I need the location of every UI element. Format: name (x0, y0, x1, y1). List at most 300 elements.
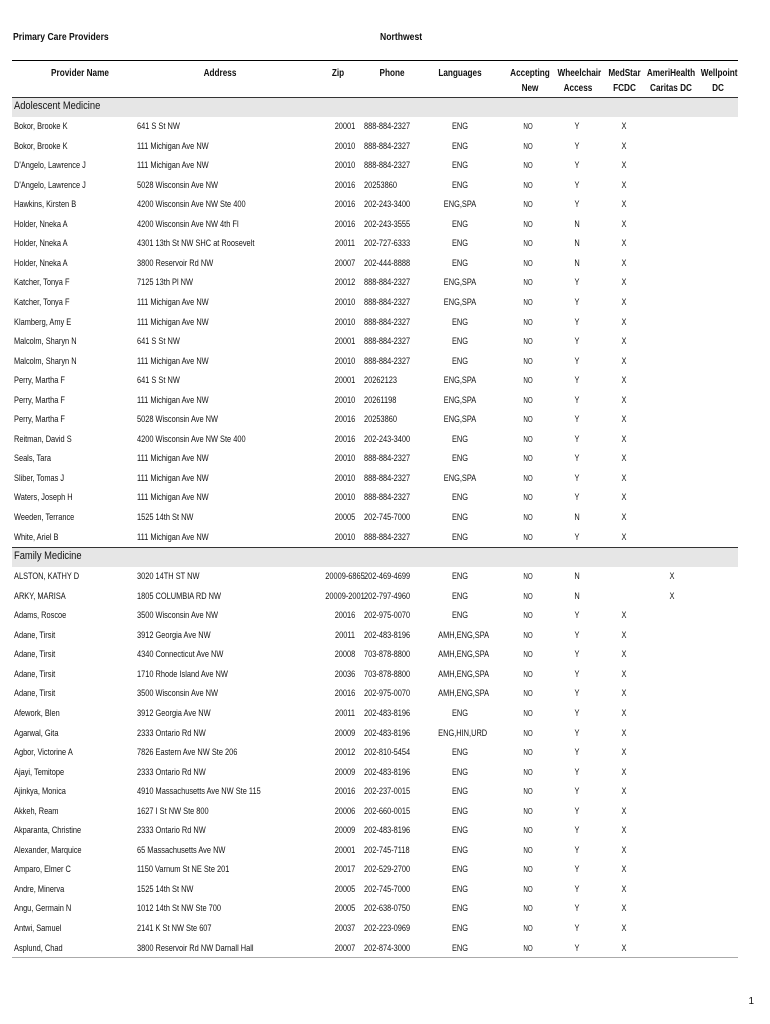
cell-wheelchair: Y (574, 492, 580, 504)
table-row (12, 802, 738, 822)
cell-wheelchair: Y (574, 649, 580, 661)
cell-phone: 20253860 (364, 179, 397, 191)
cell-wheelchair: Y (574, 277, 580, 289)
cell-name: ALSTON, KATHY D (14, 571, 80, 583)
cell-medstar: X (621, 453, 627, 465)
cell-zip: 20016 (334, 610, 356, 622)
cell-address: 111 Michigan Ave NW (137, 140, 209, 152)
cell-phone: 202-660-0015 (364, 805, 411, 817)
table-row (12, 195, 738, 215)
cell-address: 111 Michigan Ave NW (137, 453, 209, 465)
cell-lang: ENG (451, 433, 469, 445)
table-row (12, 156, 738, 176)
cell-lang: ENG (451, 864, 469, 876)
cell-phone: 202-483-8196 (364, 629, 411, 641)
cell-medstar: X (621, 786, 627, 798)
table-row (12, 293, 738, 313)
cell-wheelchair: Y (574, 355, 580, 367)
cell-medstar: X (621, 766, 627, 778)
cell-address: 1805 COLUMBIA RD NW (137, 590, 222, 602)
cell-accepting: NO (523, 278, 533, 288)
cell-address: 3800 Reservoir Rd NW Darnall Hall (137, 942, 254, 954)
cell-zip: 20016 (334, 414, 356, 426)
cell-accepting: NO (523, 513, 533, 522)
cell-medstar: X (621, 433, 627, 445)
cell-phone: 888-884-2327 (364, 296, 411, 308)
table-row (12, 371, 738, 391)
col-wheelchair: Wheelchair Access (557, 68, 602, 94)
col-wellpoint: Wellpoint DC (700, 68, 738, 94)
cell-wheelchair: N (574, 238, 580, 250)
cell-address: 111 Michigan Ave NW (137, 472, 209, 484)
cell-wheelchair: Y (574, 375, 580, 387)
cell-zip: 20010 (334, 453, 356, 465)
cell-phone: 888-884-2327 (364, 160, 411, 172)
cell-address: 1525 14th St NW (137, 512, 194, 523)
cell-phone: 202-483-8196 (364, 727, 411, 739)
cell-lang: ENG,HIN,URD (438, 727, 488, 739)
cell-phone: 888-884-2327 (364, 492, 411, 504)
cell-accepting: NO (523, 434, 533, 444)
cell-lang: ENG (451, 121, 469, 132)
cell-name: Holder, Nneka A (14, 218, 68, 230)
cell-medstar: X (621, 688, 627, 700)
cell-accepting: NO (523, 728, 533, 738)
cell-accepting: NO (523, 297, 533, 307)
cell-phone: 202-810-5454 (364, 747, 411, 759)
cell-wheelchair: Y (574, 707, 580, 719)
cell-wheelchair: Y (574, 296, 580, 308)
cell-name: Perry, Martha F (14, 394, 65, 406)
cell-phone: 202-243-3555 (364, 218, 411, 230)
table-row (12, 763, 738, 783)
cell-phone: 202-975-0070 (364, 610, 411, 622)
section-header (12, 547, 738, 567)
table-row (12, 899, 738, 919)
cell-medstar: X (621, 531, 627, 543)
cell-phone: 20261198 (364, 394, 397, 406)
cell-medstar: X (621, 121, 627, 132)
cell-lang: ENG (451, 766, 469, 778)
cell-lang: ENG (451, 844, 469, 856)
cell-medstar: X (621, 903, 627, 915)
cell-zip: 20009 (334, 825, 356, 837)
cell-zip: 20012 (334, 277, 356, 289)
cell-zip: 20011 (334, 629, 356, 641)
cell-zip: 20006 (334, 805, 356, 817)
table-row (12, 469, 738, 489)
table-row (12, 724, 738, 744)
cell-medstar: X (621, 864, 627, 876)
cell-lang: ENG,SPA (443, 375, 477, 387)
cell-phone: 202-483-8196 (364, 707, 411, 719)
cell-address: 4910 Massachusetts Ave NW Ste 115 (137, 786, 261, 798)
cell-lang: ENG,SPA (443, 394, 477, 406)
cell-phone: 202-529-2700 (364, 864, 411, 876)
cell-name: Katcher, Tonya F (14, 277, 70, 289)
cell-name: Adane, Tirsit (14, 668, 56, 680)
cell-phone: 202-727-6333 (364, 238, 411, 250)
cell-medstar: X (621, 883, 627, 895)
cell-wheelchair: Y (574, 472, 580, 484)
cell-zip: 20010 (334, 160, 356, 172)
cell-name: Adane, Tirsit (14, 688, 56, 700)
cell-wheelchair: Y (574, 766, 580, 778)
cell-phone: 20262123 (364, 375, 397, 387)
cell-address: 3800 Reservoir Rd NW (137, 257, 214, 269)
cell-lang: ENG (451, 492, 469, 504)
cell-lang: ENG (451, 786, 469, 798)
cell-medstar: X (621, 923, 627, 934)
cell-name: Holder, Nneka A (14, 238, 68, 250)
cell-medstar: X (621, 218, 627, 230)
cell-amerihealth: X (669, 590, 675, 602)
cell-phone: 202-223-0969 (364, 923, 411, 934)
cell-lang: ENG,SPA (443, 472, 477, 484)
cell-lang: ENG (451, 160, 469, 172)
table-row (12, 528, 738, 548)
cell-medstar: X (621, 727, 627, 739)
cell-wheelchair: Y (574, 864, 580, 876)
cell-address: 3500 Wisconsin Ave NW (137, 688, 218, 700)
cell-accepting: NO (523, 669, 533, 679)
cell-zip: 20005 (334, 903, 356, 915)
cell-name: Katcher, Tonya F (14, 296, 70, 308)
cell-zip: 20001 (334, 375, 356, 387)
cell-wheelchair: Y (574, 825, 580, 837)
cell-lang: ENG (451, 531, 469, 543)
cell-accepting: NO (523, 141, 533, 151)
cell-address: 1710 Rhode Island Ave NW (137, 668, 228, 680)
cell-wheelchair: Y (574, 336, 580, 348)
cell-phone: 202-638-0750 (364, 903, 411, 915)
cell-zip: 20016 (334, 179, 356, 191)
cell-address: 3912 Georgia Ave NW (137, 629, 211, 641)
table-row (12, 313, 738, 333)
col-languages: Languages (438, 68, 482, 79)
cell-accepting: NO (523, 630, 533, 640)
cell-wheelchair: Y (574, 453, 580, 465)
cell-medstar: X (621, 160, 627, 172)
table-row (12, 587, 738, 607)
cell-address: 4301 13th St NW SHC at Roosevelt (137, 238, 255, 250)
cell-medstar: X (621, 805, 627, 817)
cell-lang: ENG (451, 140, 469, 152)
cell-lang: ENG (451, 179, 469, 191)
cell-lang: ENG (451, 610, 469, 622)
cell-name: Perry, Martha F (14, 414, 65, 426)
cell-address: 111 Michigan Ave NW (137, 296, 209, 308)
cell-wheelchair: Y (574, 883, 580, 895)
cell-address: 641 S St NW (137, 336, 180, 348)
cell-address: 4200 Wisconsin Ave NW Ste 400 (137, 433, 246, 445)
cell-address: 1627 I St NW Ste 800 (137, 805, 209, 817)
cell-address: 111 Michigan Ave NW (137, 316, 209, 328)
table-row (12, 234, 738, 254)
cell-wheelchair: Y (574, 942, 580, 954)
cell-phone: 202-243-3400 (364, 433, 411, 445)
cell-name: Angu, Germain N (14, 903, 72, 915)
table-row (12, 117, 738, 137)
cell-lang: ENG (451, 257, 469, 269)
cell-phone: 888-884-2327 (364, 316, 411, 328)
cell-address: 3500 Wisconsin Ave NW (137, 610, 218, 622)
cell-name: Sliber, Tomas J (14, 472, 65, 484)
cell-zip: 20016 (334, 433, 356, 445)
cell-accepting: NO (523, 376, 533, 386)
cell-accepting: NO (523, 943, 533, 953)
table-row (12, 626, 738, 646)
cell-medstar: X (621, 414, 627, 426)
cell-accepting: NO (523, 611, 533, 621)
cell-wheelchair: Y (574, 160, 580, 172)
cell-phone: 703-878-8800 (364, 649, 411, 661)
cell-name: Amparo, Elmer C (14, 864, 71, 876)
cell-accepting: NO (523, 689, 533, 699)
cell-phone: 888-884-2327 (364, 140, 411, 152)
col-provider-name: Provider Name (51, 68, 109, 79)
cell-zip: 20009-6865 (325, 571, 365, 583)
cell-medstar: X (621, 238, 627, 250)
cell-wheelchair: Y (574, 786, 580, 798)
cell-medstar: X (621, 747, 627, 759)
cell-zip: 20011 (334, 238, 356, 250)
cell-phone: 888-884-2327 (364, 453, 411, 465)
table-row (12, 704, 738, 724)
table-row (12, 645, 738, 665)
table-row (12, 430, 738, 450)
cell-address: 111 Michigan Ave NW (137, 355, 209, 367)
cell-wheelchair: Y (574, 179, 580, 191)
col-accepting: Accepting New (510, 68, 550, 94)
cell-zip: 20011 (334, 707, 356, 719)
cell-medstar: X (621, 707, 627, 719)
cell-zip: 20016 (334, 786, 356, 798)
cell-medstar: X (621, 844, 627, 856)
cell-wheelchair: Y (574, 688, 580, 700)
cell-medstar: X (621, 336, 627, 348)
cell-phone: 202-469-4699 (364, 571, 411, 583)
cell-phone: 888-884-2327 (364, 531, 411, 543)
cell-name: Akkeh, Ream (14, 805, 59, 817)
cell-phone: 703-878-8800 (364, 668, 411, 680)
cell-name: Asplund, Chad (14, 942, 63, 954)
cell-wheelchair: Y (574, 140, 580, 152)
cell-accepting: NO (523, 219, 533, 229)
cell-wheelchair: N (574, 571, 580, 583)
cell-accepting: NO (523, 454, 533, 464)
cell-address: 7125 13th Pl NW (137, 277, 194, 289)
table-row (12, 273, 738, 293)
cell-name: Klamberg, Amy E (14, 316, 72, 328)
cell-medstar: X (621, 375, 627, 387)
cell-wheelchair: Y (574, 805, 580, 817)
cell-zip: 20009 (334, 727, 356, 739)
cell-zip: 20005 (334, 512, 356, 523)
cell-name: White, Ariel B (14, 531, 59, 543)
cell-phone: 202-237-0015 (364, 786, 411, 798)
cell-zip: 20016 (334, 688, 356, 700)
cell-address: 5028 Wisconsin Ave NW (137, 414, 218, 426)
cell-lang: AMH,ENG,SPA (438, 668, 490, 680)
cell-medstar: X (621, 668, 627, 680)
cell-wheelchair: Y (574, 747, 580, 759)
cell-wheelchair: N (574, 590, 580, 602)
cell-medstar: X (621, 825, 627, 837)
cell-zip: 20010 (334, 531, 356, 543)
cell-accepting: NO (523, 180, 533, 190)
cell-lang: AMH,ENG,SPA (438, 649, 490, 661)
cell-address: 2333 Ontario Rd NW (137, 825, 206, 837)
cell-name: Ajayi, Temitope (14, 766, 65, 778)
cell-medstar: X (621, 512, 627, 523)
cell-wheelchair: Y (574, 610, 580, 622)
cell-name: Akparanta, Christine (14, 825, 82, 837)
cell-zip: 20010 (334, 492, 356, 504)
cell-name: Ajinkya, Monica (14, 786, 66, 798)
cell-accepting: NO (523, 493, 533, 503)
cell-name: Afework, Blen (14, 707, 60, 719)
table-row (12, 880, 738, 900)
cell-zip: 20010 (334, 394, 356, 406)
cell-accepting: NO (523, 239, 533, 249)
page-title: Primary Care Providers (13, 31, 109, 43)
cell-lang: ENG (451, 805, 469, 817)
cell-medstar: X (621, 257, 627, 269)
header-divider (12, 60, 738, 61)
cell-wheelchair: Y (574, 844, 580, 856)
cell-accepting: NO (523, 787, 533, 797)
cell-address: 4340 Connecticut Ave NW (137, 649, 224, 661)
cell-name: D'Angelo, Lawrence J (14, 160, 86, 172)
cell-lang: ENG (451, 707, 469, 719)
table-row (12, 606, 738, 626)
cell-lang: ENG,SPA (443, 414, 477, 426)
cell-zip: 20012 (334, 747, 356, 759)
section-header (12, 97, 738, 117)
cell-accepting: NO (523, 415, 533, 425)
cell-phone: 202-483-8196 (364, 766, 411, 778)
cell-accepting: NO (523, 572, 533, 582)
cell-accepting: NO (523, 161, 533, 171)
cell-medstar: X (621, 942, 627, 954)
cell-phone: 888-884-2327 (364, 355, 411, 367)
cell-lang: ENG (451, 238, 469, 250)
cell-accepting: NO (523, 200, 533, 210)
cell-address: 4200 Wisconsin Ave NW 4th Fl (137, 218, 239, 230)
cell-medstar: X (621, 492, 627, 504)
cell-zip: 20010 (334, 140, 356, 152)
cell-wheelchair: Y (574, 903, 580, 915)
cell-address: 65 Massachusetts Ave NW (137, 844, 226, 856)
cell-zip: 20007 (334, 257, 356, 269)
cell-zip: 20010 (334, 472, 356, 484)
table-row (12, 919, 738, 939)
cell-phone: 202-483-8196 (364, 825, 411, 837)
table-row (12, 665, 738, 685)
cell-name: Malcolm, Sharyn N (14, 336, 77, 348)
table-row (12, 176, 738, 196)
cell-phone: 888-884-2327 (364, 336, 411, 348)
cell-lang: ENG (451, 825, 469, 837)
cell-name: Alexander, Marquice (14, 844, 82, 856)
table-row (12, 352, 738, 372)
cell-address: 641 S St NW (137, 375, 180, 387)
table-row (12, 215, 738, 235)
cell-medstar: X (621, 649, 627, 661)
cell-medstar: X (621, 277, 627, 289)
cell-name: Hawkins, Kirsten B (14, 199, 77, 211)
cell-accepting: NO (523, 337, 533, 347)
cell-name: Seals, Tara (14, 453, 51, 465)
cell-phone: 888-884-2327 (364, 472, 411, 484)
cell-wheelchair: Y (574, 199, 580, 211)
cell-zip: 20037 (334, 923, 356, 934)
cell-accepting: NO (523, 650, 533, 660)
cell-address: 641 S St NW (137, 121, 180, 132)
cell-phone: 202-745-7000 (364, 883, 411, 895)
cell-lang: ENG,SPA (443, 296, 477, 308)
cell-lang: ENG (451, 218, 469, 230)
cell-name: Andre, Minerva (14, 883, 65, 895)
cell-accepting: NO (523, 904, 533, 914)
cell-medstar: X (621, 316, 627, 328)
footer-divider (12, 957, 738, 958)
cell-phone: 202-975-0070 (364, 688, 411, 700)
cell-phone: 20253860 (364, 414, 397, 426)
cell-accepting: NO (523, 865, 533, 875)
cell-zip: 20010 (334, 355, 356, 367)
cell-address: 2141 K St NW Ste 607 (137, 923, 212, 934)
cell-name: Waters, Joseph H (14, 492, 73, 504)
cell-zip: 20001 (334, 336, 356, 348)
cell-phone: 202-874-3000 (364, 942, 411, 954)
cell-address: 4200 Wisconsin Ave NW Ste 400 (137, 199, 246, 211)
cell-accepting: NO (523, 826, 533, 836)
cell-zip: 20001 (334, 121, 356, 132)
cell-name: Agbor, Victorine A (14, 747, 73, 759)
table-row (12, 782, 738, 802)
cell-wheelchair: N (574, 257, 580, 269)
cell-wheelchair: N (574, 218, 580, 230)
cell-medstar: X (621, 140, 627, 152)
cell-accepting: NO (523, 884, 533, 894)
cell-accepting: NO (523, 317, 533, 327)
cell-medstar: X (621, 296, 627, 308)
cell-address: 2333 Ontario Rd NW (137, 727, 206, 739)
cell-phone: 202-444-8888 (364, 257, 411, 269)
cell-phone: 202-745-7118 (364, 844, 410, 856)
cell-accepting: NO (523, 924, 533, 933)
cell-name: Reitman, David S (14, 433, 72, 445)
table-row (12, 567, 738, 587)
cell-address: 1150 Varnum St NE Ste 201 (137, 864, 230, 876)
cell-accepting: NO (523, 532, 533, 542)
cell-medstar: X (621, 199, 627, 211)
cell-lang: AMH,ENG,SPA (438, 629, 490, 641)
cell-accepting: NO (523, 473, 533, 483)
table-row (12, 841, 738, 861)
cell-address: 111 Michigan Ave NW (137, 531, 209, 543)
table-row (12, 391, 738, 411)
cell-zip: 20005 (334, 883, 356, 895)
cell-accepting: NO (523, 708, 533, 718)
cell-address: 3912 Georgia Ave NW (137, 707, 211, 719)
cell-lang: AMH,ENG,SPA (438, 688, 490, 700)
region-title: Northwest (380, 31, 423, 43)
cell-lang: ENG,SPA (443, 277, 477, 289)
cell-lang: ENG (451, 316, 469, 328)
